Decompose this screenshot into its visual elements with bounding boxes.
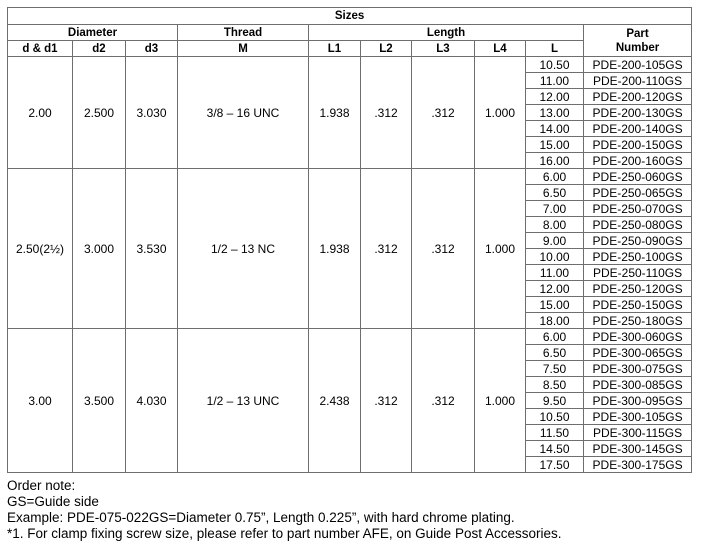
cell-part-number: PDE-300-175GS — [584, 457, 692, 473]
part-number-header-line2: Number — [615, 41, 660, 54]
cell-l: 7.50 — [526, 361, 584, 377]
cell-part-number: PDE-300-065GS — [584, 345, 692, 361]
cell-l: 9.50 — [526, 393, 584, 409]
sizes-table — [7, 7, 692, 473]
cell-l: 12.00 — [526, 281, 584, 297]
length-header: Length — [309, 25, 584, 41]
cell-thread: 1/2 – 13 UNC — [178, 329, 309, 473]
cell-part-number: PDE-250-070GS — [584, 201, 692, 217]
cell-part-number: PDE-200-140GS — [584, 121, 692, 137]
cell-d2: 3.000 — [73, 169, 126, 329]
cell-part-number: PDE-300-095GS — [584, 393, 692, 409]
cell-part-number: PDE-200-130GS — [584, 105, 692, 121]
table-row — [8, 329, 692, 345]
col-header-l2: L2 — [361, 41, 412, 57]
col-header-l3: L3 — [412, 41, 475, 57]
cell-part-number: PDE-200-105GS — [584, 57, 692, 73]
cell-l: 18.00 — [526, 313, 584, 329]
cell-d3: 3.530 — [126, 169, 178, 329]
cell-l4: 1.000 — [475, 169, 526, 329]
cell-l1: 1.938 — [309, 57, 361, 169]
cell-l: 10.50 — [526, 409, 584, 425]
col-header-l1: L1 — [309, 41, 361, 57]
cell-thread: 3/8 – 16 UNC — [178, 57, 309, 169]
cell-l: 10.50 — [526, 57, 584, 73]
cell-l1: 1.938 — [309, 169, 361, 329]
sizes-table-body — [8, 57, 692, 473]
cell-d3: 3.030 — [126, 57, 178, 169]
col-header-l4: L4 — [475, 41, 526, 57]
cell-l: 11.00 — [526, 265, 584, 281]
cell-l: 6.50 — [526, 345, 584, 361]
cell-d-d1: 2.00 — [8, 57, 73, 169]
part-number-header-line1: Part — [626, 27, 649, 40]
cell-part-number: PDE-250-090GS — [584, 233, 692, 249]
cell-l: 15.00 — [526, 297, 584, 313]
cell-part-number: PDE-250-100GS — [584, 249, 692, 265]
order-note-footnote: *1. For clamp fixing screw size, please refer to part number AFE, on Guide Post Accessories. — [7, 526, 562, 541]
col-header-d3: d3 — [126, 41, 178, 57]
order-note-heading: Order note: — [7, 478, 76, 493]
cell-part-number: PDE-200-110GS — [584, 73, 692, 89]
col-header-m: M — [178, 41, 309, 57]
part-number-header — [584, 25, 692, 57]
cell-l: 10.00 — [526, 249, 584, 265]
order-note-gs: GS=Guide side — [7, 494, 99, 509]
cell-d-d1: 3.00 — [8, 329, 73, 473]
cell-l: 13.00 — [526, 105, 584, 121]
cell-l3: .312 — [412, 329, 475, 473]
cell-part-number: PDE-200-150GS — [584, 137, 692, 153]
diameter-header: Diameter — [8, 25, 178, 41]
table-row — [8, 57, 692, 73]
col-header-l: L — [526, 41, 584, 57]
cell-l: 8.50 — [526, 377, 584, 393]
cell-l: 12.00 — [526, 89, 584, 105]
cell-part-number: PDE-300-105GS — [584, 409, 692, 425]
cell-thread: 1/2 – 13 NC — [178, 169, 309, 329]
cell-l1: 2.438 — [309, 329, 361, 473]
cell-part-number: PDE-200-120GS — [584, 89, 692, 105]
cell-l: 11.00 — [526, 73, 584, 89]
cell-d-d1: 2.50(2½) — [8, 169, 73, 329]
order-note-example: Example: PDE-075-022GS=Diameter 0.75”, Length 0.225”, with hard chrome plating. — [7, 510, 515, 525]
cell-l3: .312 — [412, 57, 475, 169]
cell-part-number: PDE-250-060GS — [584, 169, 692, 185]
cell-l: 14.50 — [526, 441, 584, 457]
table-row — [8, 169, 692, 185]
cell-l: 16.00 — [526, 153, 584, 169]
cell-l: 6.00 — [526, 169, 584, 185]
cell-l: 9.00 — [526, 233, 584, 249]
cell-part-number: PDE-250-065GS — [584, 185, 692, 201]
cell-l: 6.50 — [526, 185, 584, 201]
cell-l2: .312 — [361, 57, 412, 169]
thread-header: Thread — [178, 25, 309, 41]
cell-part-number: PDE-300-085GS — [584, 377, 692, 393]
cell-part-number: PDE-300-145GS — [584, 441, 692, 457]
cell-part-number: PDE-200-160GS — [584, 153, 692, 169]
cell-l: 8.00 — [526, 217, 584, 233]
cell-d2: 3.500 — [73, 329, 126, 473]
cell-l: 6.00 — [526, 329, 584, 345]
cell-l: 14.00 — [526, 121, 584, 137]
cell-l2: .312 — [361, 329, 412, 473]
cell-d2: 2.500 — [73, 57, 126, 169]
cell-part-number: PDE-250-080GS — [584, 217, 692, 233]
cell-l: 7.00 — [526, 201, 584, 217]
col-header-d2: d2 — [73, 41, 126, 57]
cell-part-number: PDE-300-115GS — [584, 425, 692, 441]
cell-part-number: PDE-250-150GS — [584, 297, 692, 313]
cell-l4: 1.000 — [475, 57, 526, 169]
cell-part-number: PDE-300-075GS — [584, 361, 692, 377]
cell-part-number: PDE-250-120GS — [584, 281, 692, 297]
cell-d3: 4.030 — [126, 329, 178, 473]
cell-part-number: PDE-250-180GS — [584, 313, 692, 329]
cell-part-number: PDE-300-060GS — [584, 329, 692, 345]
cell-l2: .312 — [361, 169, 412, 329]
cell-l: 11.50 — [526, 425, 584, 441]
cell-l3: .312 — [412, 169, 475, 329]
col-header-d-d1: d & d1 — [8, 41, 73, 57]
cell-l4: 1.000 — [475, 329, 526, 473]
cell-l: 17.50 — [526, 457, 584, 473]
cell-part-number: PDE-250-110GS — [584, 265, 692, 281]
order-notes — [7, 478, 562, 542]
cell-l: 15.00 — [526, 137, 584, 153]
table-title: Sizes — [8, 8, 692, 25]
